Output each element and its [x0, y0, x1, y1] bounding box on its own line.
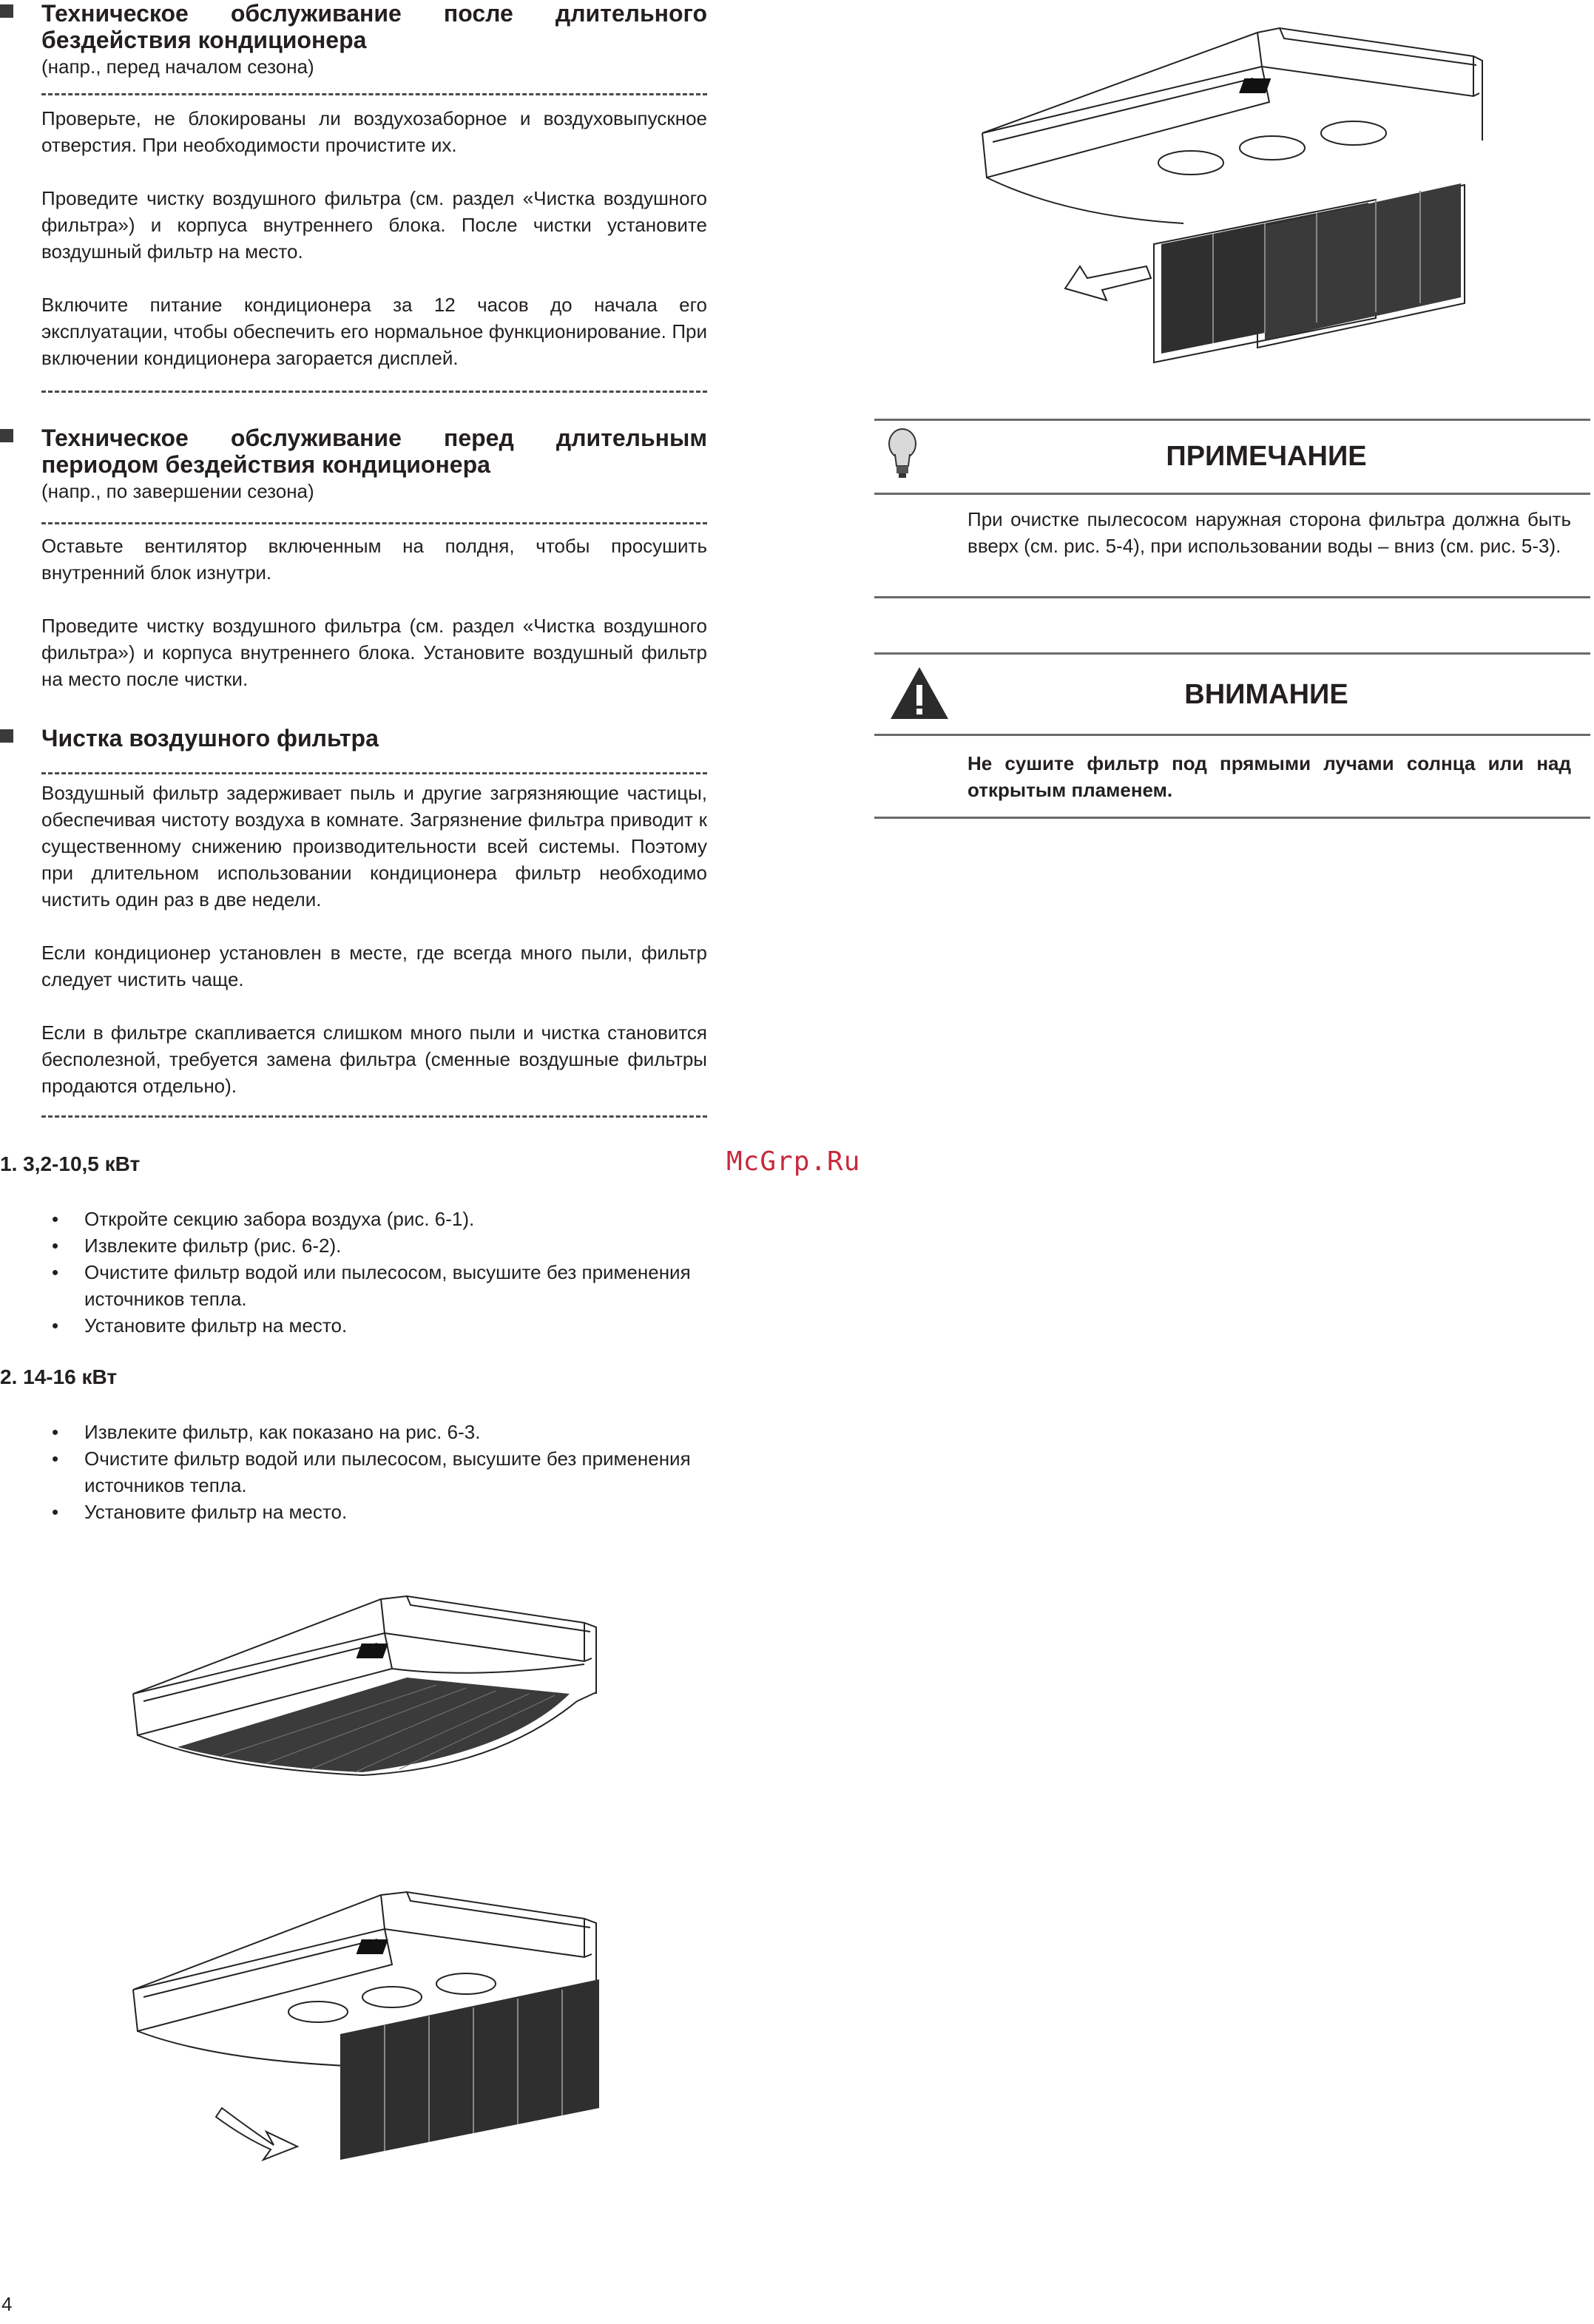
paragraph: Проверьте, не блокированы ли воздухозаборное и воздуховыпускное отверстия. При необходимости прочистите их. [41, 107, 707, 156]
note-text: При очистке пылесосом наружная сторона фильтра должна быть вверх (см. рис. 5-4), при использовании воды – вниз (см. рис. 5-3). [967, 508, 1571, 557]
paragraph: Проведите чистку воздушного фильтра (см. раздел «Чистка воздушного фильтра») и корпуса внутреннего блока. После чистки установите воздушный фильтр на место. [41, 187, 707, 263]
paragraph: Проведите чистку воздушного фильтра (см. раздел «Чистка воздушного фильтра») и корпуса внутреннего блока. Установите воздушный фильтр на место после чистки. [41, 615, 707, 690]
ac-unit-filter-removal-illustration [126, 1886, 614, 2167]
section-subtitle: (напр., перед началом сезона) [41, 55, 314, 78]
display-panel [357, 1939, 388, 1954]
note-top-rule [874, 419, 1590, 421]
curved-arrow-icon [216, 2108, 297, 2160]
lightbulb-icon [886, 428, 919, 481]
list-item: • Откройте секцию забора воздуха (рис. 6-1). [52, 1206, 707, 1232]
list-item: • Установите фильтр на место. [52, 1499, 707, 1525]
note-mid-rule [874, 493, 1590, 495]
caution-top-rule [874, 652, 1590, 655]
display-panel [357, 1644, 388, 1658]
page-number: 4 [1, 2293, 13, 2315]
caution-title: ВНИМАНИЕ [1184, 679, 1348, 710]
list-item: • Очистите фильтр водой или пылесосом, высушите без применения источников тепла. [52, 1445, 707, 1499]
ac-unit-large-filter-illustration [976, 22, 1494, 370]
steps-list [52, 1206, 707, 1339]
list-item: • Установите фильтр на место. [52, 1312, 707, 1339]
dashed-divider [41, 1115, 707, 1118]
list-item: • Извлеките фильтр, как показано на рис. 6-3. [52, 1419, 707, 1445]
display-panel [1239, 78, 1271, 93]
note-title: ПРИМЕЧАНИЕ [1166, 441, 1367, 472]
note-bottom-rule [874, 596, 1590, 598]
air-intake-grille [178, 1678, 570, 1772]
square-bullet-icon [0, 729, 13, 743]
section-heading [0, 425, 707, 504]
dashed-divider [41, 522, 707, 524]
dashed-divider [41, 772, 707, 774]
dashed-divider [41, 391, 707, 393]
caution-bottom-rule [874, 817, 1590, 819]
paragraph: Воздушный фильтр задерживает пыль и другие загрязняющие частицы, обеспечивая чистоту воздуха в комнате. Загрязнение фильтра приводит к существенному снижению производительности всей системы. Поэтому при длительном использовании кондиционера фильтр необходимо чистить один раз в две недели. [41, 782, 707, 911]
square-bullet-icon [0, 4, 13, 18]
section-body [41, 780, 707, 1099]
section-heading [0, 725, 707, 751]
section-body [41, 533, 707, 692]
watermark: McGrp.Ru [726, 1146, 861, 1177]
steps-list [52, 1419, 707, 1525]
caution-mid-rule [874, 734, 1590, 736]
paragraph: Если кондиционер установлен в месте, где всегда много пыли, фильтр следует чистить чаще. [41, 942, 707, 990]
paragraph: Включите питание кондиционера за 12 часов до начала его эксплуатации, чтобы обеспечить его нормальное функционирование. При включении кондиционера загорается дисплей. [41, 294, 707, 369]
dashed-divider [41, 93, 707, 95]
ac-unit-closed-illustration [126, 1590, 607, 1797]
caution-text: Не сушите фильтр под прямыми лучами солнца или над открытым пламенем. [967, 752, 1571, 801]
subsection-heading: 1. 3,2-10,5 кВт [0, 1152, 141, 1175]
section-body [41, 105, 707, 371]
section-title: Чистка воздушного фильтра [41, 725, 379, 751]
subsection-heading: 2. 14-16 кВт [0, 1365, 118, 1388]
section-subtitle: (напр., по завершении сезона) [41, 480, 314, 502]
air-filter [1265, 183, 1461, 340]
section-heading [0, 0, 707, 80]
left-arrow-icon [1065, 266, 1151, 300]
square-bullet-icon [0, 429, 13, 442]
section-title: Техническое обслуживание перед длительным периодом бездействия кондиционера [41, 425, 707, 478]
paragraph: Оставьте вентилятор включенным на полдня, чтобы просушить внутренний блок изнутри. [41, 535, 707, 584]
list-item: • Очистите фильтр водой или пылесосом, высушите без применения источников тепла. [52, 1259, 707, 1312]
list-item: • Извлеките фильтр (рис. 6-2). [52, 1232, 707, 1259]
section-title: Техническое обслуживание после длительного бездействия кондиционера [41, 0, 707, 53]
paragraph: Если в фильтре скапливается слишком много пыли и чистка становится бесполезной, требуется замена фильтра (сменные воздушные фильтры продаются отдельно). [41, 1021, 707, 1097]
